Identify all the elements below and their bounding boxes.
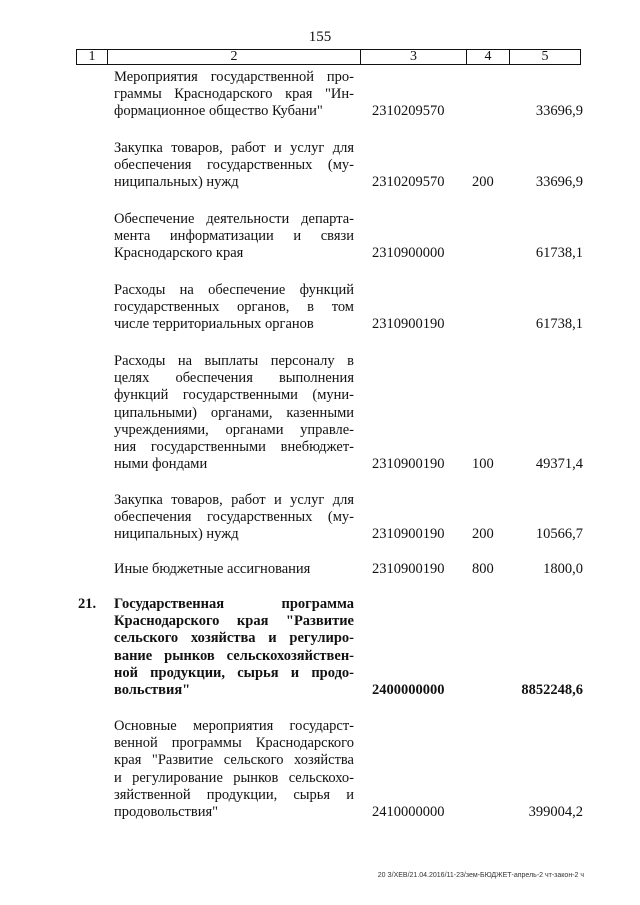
description-line: обеспечения государственных (му- <box>114 509 354 526</box>
row-code: 2400000000 <box>372 682 445 698</box>
row-code: 2310900190 <box>372 561 445 577</box>
description-line: венной программы Краснодарского <box>114 735 354 752</box>
description-line: вание рынков сельскохозяйствен- <box>114 647 354 664</box>
row-code: 2310900190 <box>372 456 445 473</box>
description-line: Краснодарского края <box>114 245 244 262</box>
row-description <box>114 718 354 821</box>
row-description <box>114 596 354 699</box>
row-code: 2410000000 <box>372 804 445 820</box>
description-line: Краснодарского края "Развитие <box>114 613 354 630</box>
description-line: числе территориальных органов <box>114 316 314 333</box>
description-line: граммы Краснодарского края "Ин- <box>114 86 354 103</box>
description-line: края "Развитие сельского хозяйства <box>114 752 354 769</box>
column-header-row <box>76 49 581 65</box>
row-expense-type: 200 <box>472 174 494 191</box>
description-line: мента информатизации и связи <box>114 228 354 245</box>
column-header-4: 4 <box>467 50 510 64</box>
description-line: государственных органов, в том <box>114 299 354 316</box>
row-code: 2310900000 <box>372 245 445 262</box>
row-amount: 49371,4 <box>535 456 583 473</box>
description-line: Основные мероприятия государст- <box>114 718 354 734</box>
row-description <box>114 211 354 263</box>
description-line: Закупка товаров, работ и услуг для <box>114 492 354 508</box>
description-line: продовольствия" <box>114 804 219 821</box>
description-line: функций государственными (муни- <box>114 387 354 404</box>
column-header-1: 1 <box>77 50 108 64</box>
row-description <box>114 492 354 544</box>
row-amount: 61738,1 <box>535 316 583 333</box>
description-line: ниципальных) нужд <box>114 526 239 543</box>
row-expense-type: 800 <box>472 561 494 577</box>
description-line: формационное общество Кубани" <box>114 103 323 120</box>
column-header-2: 2 <box>108 50 361 64</box>
row-code: 2310209570 <box>372 103 445 120</box>
row-expense-type: 100 <box>472 456 494 473</box>
row-description <box>114 353 354 473</box>
row-code: 2310900190 <box>372 316 445 333</box>
row-code: 2310900190 <box>372 526 445 543</box>
row-amount: 1800,0 <box>543 561 583 577</box>
row-number: 21. <box>78 596 97 612</box>
row-expense-type: 200 <box>472 526 494 543</box>
description-line: обеспечения государственных (му- <box>114 157 354 174</box>
column-header-5: 5 <box>541 49 549 64</box>
row-amount: 399004,2 <box>528 804 583 820</box>
row-description <box>114 69 354 121</box>
description-line: ния государственными внебюджет- <box>114 439 354 456</box>
description-line: ной продукции, сырья и продо- <box>114 664 354 681</box>
description-line: ными фондами <box>114 456 208 473</box>
description-line: и регулирование рынков сельскохо- <box>114 769 354 786</box>
description-line: сельского хозяйства и регулиро- <box>114 630 354 647</box>
row-amount: 10566,7 <box>535 526 583 543</box>
description-line: Обеспечение деятельности департа- <box>114 211 354 227</box>
row-description <box>114 282 354 334</box>
row-description <box>114 140 354 192</box>
description-line: целях обеспечения выполнения <box>114 370 354 387</box>
description-line: учреждениями, органами управле- <box>114 421 354 438</box>
description-line: Иные бюджетные ассигнования <box>114 561 311 577</box>
footer-filename: 20 З/ХЕВ/21.04.2016/11-23/зем-БЮДЖЕТ-апрель-2 чт-закон-2 ч <box>377 872 584 879</box>
row-code: 2310209570 <box>372 174 445 191</box>
row-amount: 33696,9 <box>535 103 583 120</box>
description-line: Расходы на выплаты персоналу в <box>114 353 354 369</box>
row-description <box>114 561 354 578</box>
page-number: 155 <box>308 29 332 45</box>
description-line: Закупка товаров, работ и услуг для <box>114 140 354 156</box>
description-line: зяйственной продукции, сырья и <box>114 786 354 803</box>
column-header-3: 3 <box>361 50 467 64</box>
row-amount: 8852248,6 <box>521 682 583 698</box>
row-amount: 61738,1 <box>535 245 583 262</box>
description-line: Расходы на обеспечение функций <box>114 282 354 298</box>
description-line: Мероприятия государственной про- <box>114 69 354 85</box>
description-line: ниципальных) нужд <box>114 174 239 191</box>
description-line: Государственная программа <box>114 596 354 612</box>
description-line: вольствия" <box>114 682 191 699</box>
description-line: ципальными) органами, казенными <box>114 404 354 421</box>
row-amount: 33696,9 <box>535 174 583 191</box>
